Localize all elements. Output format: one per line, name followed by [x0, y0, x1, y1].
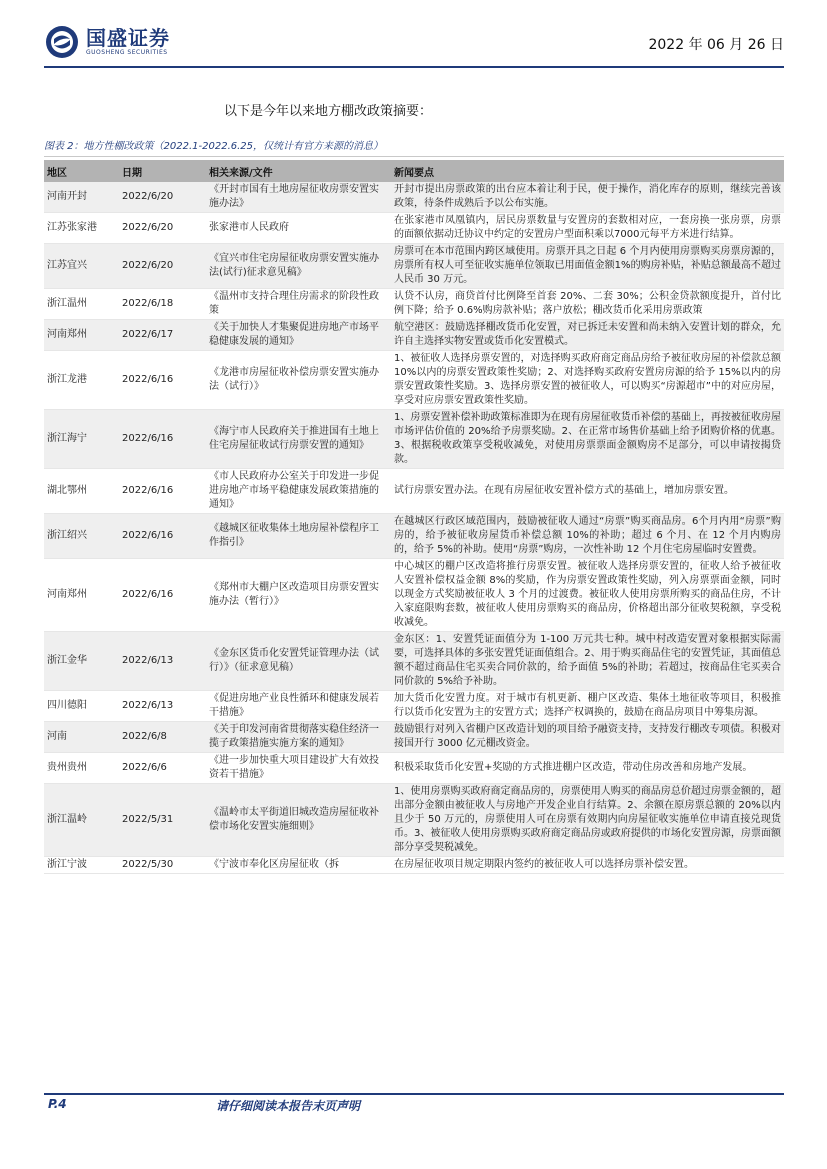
table-row — [44, 244, 784, 289]
cell-source: 《关于加快人才集聚促进房地产市场平稳健康发展的通知》 — [206, 320, 391, 351]
cell-news: 1、使用房票购买政府商定商品房的，房票使用人购买的商品房总价超过房票金额的，超出部分金额由被征收人与房地产开发企业自行结算。2、余额在原房票总额的 20%以内且少于 50 万元的，房票使用人可在房票有效期内向房屋征收实施单位申请直接兑现货币。3、被征收人使用房票购买政府商定商品房或政府提供的市场化安置房源，房票面额部分享受契税减免。 — [391, 784, 784, 857]
cell-date: 2022/6/13 — [119, 691, 206, 722]
table-row — [44, 632, 784, 691]
cell-news: 加大货币化安置力度。对于城市有机更新、棚户区改造、集体土地征收等项目，积极推行以货币化安置为主的安置方式；选择产权调换的，鼓励在商品房项目中筹集房源。 — [391, 691, 784, 722]
cell-date: 2022/5/31 — [119, 784, 206, 857]
cell-region: 河南 — [44, 722, 119, 753]
cell-source: 《越城区征收集体土地房屋补偿程序工作指引》 — [206, 514, 391, 559]
cell-source: 《宁波市奉化区房屋征收（拆 — [206, 857, 391, 874]
cell-source: 《关于印发河南省贯彻落实稳住经济一揽子政策措施实施方案的通知》 — [206, 722, 391, 753]
report-date: 2022 年 06 月 26 日 — [648, 37, 784, 53]
cell-news: 认贷不认房，商贷首付比例降至首套 20%、二套 30%；公积金贷款额度提升，首付比例下降；给予 0.6%购房款补贴；落户放松；棚改货币化采用房票政策 — [391, 289, 784, 320]
cell-source: 《市人民政府办公室关于印发进一步促进房地产市场平稳健康发展政策措施的通知》 — [206, 469, 391, 514]
cell-news: 1、房票安置补偿补助政策标准即为在现有房屋征收货币补偿的基础上，再按被征收房屋市场评估价值的 20%给予房票奖励。2、在正常市场售价基础上给予团购价格的优惠。3、根据税收政策享受税收减免，对使用房票票面金额购房不足部分，可以申请按揭贷款。 — [391, 410, 784, 469]
cell-news: 在越城区行政区域范围内，鼓励被征收人通过“房票”购买商品房。6个月内用“房票”购房的，给予被征收房屋货币补偿总额 10%的补助；超过 6 个月、在 12 个月内购房的，给予 5%的补助。使用“房票”购房，一次性补助 12 个月住宅房屋临时安置费。 — [391, 514, 784, 559]
cell-source: 《温岭市太平街道旧城改造房屋征收补偿市场化安置实施细则》 — [206, 784, 391, 857]
cell-news: 中心城区的棚户区改造将推行房票安置。被征收人选择房票安置的，征收人给予被征收人安置补偿权益金额 8%的奖励，作为房票安置政策性奖励，列入房票票面金额，同时以现金方式奖励被征收人 3 个月的过渡费。被征收人使用房票所购买的商品住房，不计入家庭限购套数，被征收人使用房票购买的商品房，价格超出部分征收契税额，享受税收减免。 — [391, 559, 784, 632]
intro-text: 以下是今年以来地方棚改政策摘要： — [224, 104, 433, 119]
table-row — [44, 722, 784, 753]
company-logo-icon — [44, 24, 80, 60]
cell-date: 2022/6/20 — [119, 244, 206, 289]
cell-region: 贵州贵州 — [44, 753, 119, 784]
cell-date: 2022/6/8 — [119, 722, 206, 753]
disclaimer-text: 请仔细阅读本报告末页声明 — [216, 1099, 361, 1113]
cell-region: 浙江温岭 — [44, 784, 119, 857]
table-caption: 图表 2：地方性棚改政策（2022.1-2022.6.25，仅统计有官方来源的消息） — [44, 141, 384, 152]
cell-region: 湖北鄂州 — [44, 469, 119, 514]
cell-source: 《温州市支持合理住房需求的阶段性政策 — [206, 289, 391, 320]
company-logo — [44, 24, 170, 60]
cell-date: 2022/6/16 — [119, 559, 206, 632]
table-row — [44, 289, 784, 320]
table-row — [44, 410, 784, 469]
cell-source: 《促进房地产业良性循环和健康发展若干措施》 — [206, 691, 391, 722]
cell-source: 《龙港市房屋征收补偿房票安置实施办法（试行）》 — [206, 351, 391, 410]
cell-source: 《郑州市大棚户区改造项目房票安置实施办法（暂行）》 — [206, 559, 391, 632]
table-row — [44, 857, 784, 874]
cell-date: 2022/6/16 — [119, 469, 206, 514]
cell-region: 浙江温州 — [44, 289, 119, 320]
cell-date: 2022/6/17 — [119, 320, 206, 351]
footer-divider — [44, 1093, 784, 1095]
cell-source: 张家港市人民政府 — [206, 213, 391, 244]
cell-source: 《金东区货币化安置凭证管理办法（试行）》（征求意见稿） — [206, 632, 391, 691]
cell-date: 2022/6/16 — [119, 514, 206, 559]
cell-region: 河南开封 — [44, 182, 119, 213]
cell-date: 2022/6/6 — [119, 753, 206, 784]
cell-date: 2022/6/16 — [119, 351, 206, 410]
cell-region: 江苏张家港 — [44, 213, 119, 244]
table-row — [44, 320, 784, 351]
table-row — [44, 691, 784, 722]
cell-region: 浙江宁波 — [44, 857, 119, 874]
table-header-row — [44, 160, 784, 182]
cell-news: 在房屋征收项目规定期限内签约的被征收人可以选择房票补偿安置。 — [391, 857, 784, 874]
cell-date: 2022/6/20 — [119, 213, 206, 244]
cell-date: 2022/5/30 — [119, 857, 206, 874]
cell-region: 浙江龙港 — [44, 351, 119, 410]
table-row — [44, 351, 784, 410]
cell-news: 积极采取货币化安置+奖励的方式推进棚户区改造，带动住房改善和房地产发展。 — [391, 753, 784, 784]
table-row — [44, 784, 784, 857]
header-region: 地区 — [44, 160, 119, 182]
cell-source: 《开封市国有土地房屋征收房票安置实施办法》 — [206, 182, 391, 213]
policy-table — [44, 160, 784, 874]
header-divider — [44, 66, 784, 68]
cell-region: 河南郑州 — [44, 320, 119, 351]
cell-source: 《宜兴市住宅房屋征收房票安置实施办法(试行)征求意见稿》 — [206, 244, 391, 289]
page-header — [44, 20, 784, 70]
cell-date: 2022/6/18 — [119, 289, 206, 320]
cell-news: 开封市提出房票政策的出台应本着让利于民，便于操作，消化库存的原则，继续完善该政策，待条件成熟后予以公布实施。 — [391, 182, 784, 213]
cell-news: 试行房票安置办法。在现有房屋征收安置补偿方式的基础上，增加房票安置。 — [391, 469, 784, 514]
cell-news: 1、被征收人选择房票安置的，对选择购买政府商定商品房给予被征收房屋的补偿款总额 10%以内的房票安置政策性奖励；2、对选择购买政府安置房房源的给予 15%以内的房票安置政策性奖励。3、选择房票安置的被征收人，可以购买“房源超市”中的对应房屋，享受对应房票安置政策性奖励。 — [391, 351, 784, 410]
table-body — [44, 182, 784, 874]
cell-region: 浙江绍兴 — [44, 514, 119, 559]
cell-news: 鼓励银行对列入省棚户区改造计划的项目给予融资支持，支持发行棚改专项债。积极对接国开行 3000 亿元棚改资金。 — [391, 722, 784, 753]
page-number: P.4 — [48, 1097, 67, 1111]
cell-date: 2022/6/20 — [119, 182, 206, 213]
cell-source: 《海宁市人民政府关于推进国有土地上住宅房屋征收试行房票安置的通知》 — [206, 410, 391, 469]
cell-news: 航空港区：鼓励选择棚改货币化安置，对已拆迁未安置和尚未纳入安置计划的群众，允许自主选择实物安置或货币化安置模式。 — [391, 320, 784, 351]
cell-news: 房票可在本市范围内跨区域使用。房票开具之日起 6 个月内使用房票购买房票房源的，房票所有权人可至征收实施单位领取已用面值金额1%的购房补贴，补贴总额最高不超过人民币 30 万元。 — [391, 244, 784, 289]
cell-region: 浙江海宁 — [44, 410, 119, 469]
cell-news: 金东区：1、安置凭证面值分为 1-100 万元共七种。城中村改造安置对象根据实际需要，可选择具体的多张安置凭证面值组合。2、用于购买商品住宅的安置凭证，其面值总额不超过商品住宅买卖合同价款的，给予面值 5%的补助；若超过，按商品住宅买卖合同价款的 5%给予补助。 — [391, 632, 784, 691]
header-date: 日期 — [119, 160, 206, 182]
caption-divider — [44, 156, 784, 157]
header-source: 相关来源/文件 — [206, 160, 391, 182]
cell-date: 2022/6/13 — [119, 632, 206, 691]
header-news: 新闻要点 — [391, 160, 784, 182]
table-row — [44, 559, 784, 632]
table-row — [44, 514, 784, 559]
company-name-en: GUOSHENG SECURITIES — [86, 49, 168, 56]
cell-region: 江苏宜兴 — [44, 244, 119, 289]
cell-region: 四川德阳 — [44, 691, 119, 722]
table-row — [44, 182, 784, 213]
cell-region: 浙江金华 — [44, 632, 119, 691]
table-row — [44, 753, 784, 784]
table-row — [44, 213, 784, 244]
cell-region: 河南郑州 — [44, 559, 119, 632]
table-row — [44, 469, 784, 514]
cell-source: 《进一步加快重大项目建设扩大有效投资若干措施》 — [206, 753, 391, 784]
cell-date: 2022/6/16 — [119, 410, 206, 469]
cell-news: 在张家港市凤凰镇内，居民房票数量与安置房的套数相对应，一套房换一张房票，房票的面额依据动迁协议中约定的安置房户型面积乘以7000元每平方米进行结算。 — [391, 213, 784, 244]
company-name-cn: 国盛证券 — [86, 26, 170, 50]
